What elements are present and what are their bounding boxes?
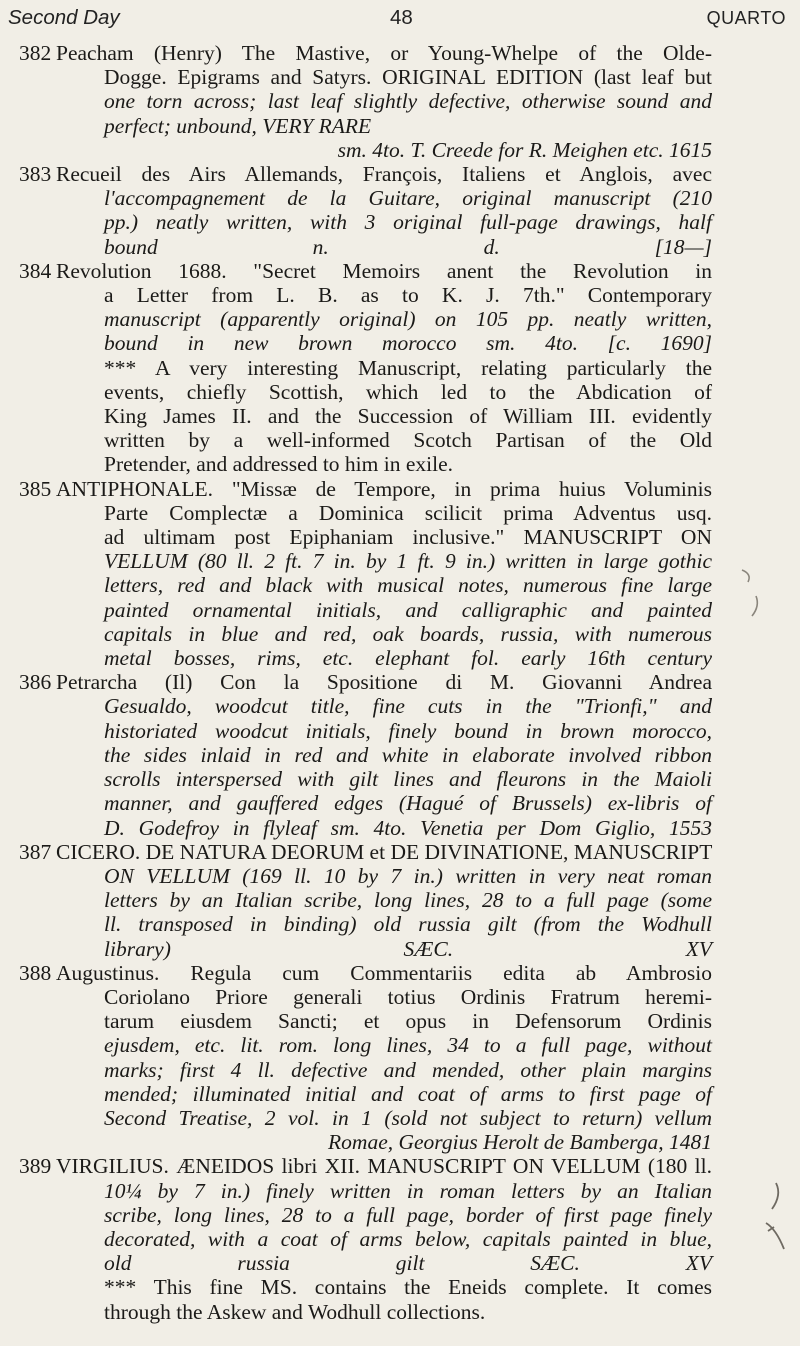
lot-text-line: Coriolano Priore generali totius Ordinis Fratrum heremi- bbox=[104, 984, 712, 1009]
lot-list bbox=[0, 41, 800, 1324]
lot-text-line: events, chiefly Scottish, which led to the Abdication of bbox=[104, 379, 712, 404]
lot-text-line: l'accompagnement de la Guitare, original manuscript (210 bbox=[104, 186, 712, 211]
lot-text-line: one torn across; last leaf slightly defective, otherwise sound and bbox=[104, 89, 712, 114]
lot-number: 383 bbox=[19, 162, 52, 187]
catalogue-lot bbox=[0, 840, 712, 961]
lot-text-line: Dogge. Epigrams and Satyrs. ORIGINAL EDITION (last leaf but bbox=[104, 65, 712, 90]
catalogue-lot bbox=[0, 1154, 712, 1323]
lot-text-line: Romae, Georgius Herolt de Bamberga, 1481 bbox=[328, 1130, 712, 1155]
lot-text-line: ANTIPHONALE. "Missæ de Tempore, in prima huius Voluminis bbox=[56, 476, 712, 501]
lot-text-line: metal bosses, rims, etc. elephant fol. early 16th century bbox=[104, 646, 712, 671]
running-header bbox=[8, 6, 786, 36]
lot-text-line: Revolution 1688. "Secret Memoirs anent the Revolution in bbox=[56, 258, 712, 283]
lot-text-line: scribe, long lines, 28 to a full page, border of first page finely bbox=[104, 1202, 712, 1227]
lot-number: 386 bbox=[19, 670, 52, 695]
lot-text-line: King James II. and the Succession of William III. evidently bbox=[104, 404, 712, 429]
lot-text-line: marks; first 4 ll. defective and mended, other plain margins bbox=[104, 1057, 712, 1082]
lot-text-line: ON VELLUM (169 ll. 10 by 7 in.) written in very neat roman bbox=[104, 863, 712, 888]
lot-text-line: letters, red and black with musical notes, numerous fine large bbox=[104, 573, 712, 598]
lot-text-line: Pretender, and addressed to him in exile. bbox=[104, 452, 454, 477]
lot-text-line: manner, and gauffered edges (Hagué of Brussels) ex-libris of bbox=[104, 791, 712, 816]
lot-text-line: scrolls interspersed with gilt lines and fleurons in the Maioli bbox=[104, 767, 712, 792]
lot-text-line: painted ornamental initials, and calligraphic and painted bbox=[104, 597, 712, 622]
lot-text-line: tarum eiusdem Sancti; et opus in Defensorum Ordinis bbox=[104, 1009, 712, 1034]
catalogue-lot bbox=[0, 259, 712, 477]
header-format: QUARTO bbox=[706, 8, 786, 28]
catalogue-lot bbox=[0, 41, 712, 162]
catalogue-lot bbox=[0, 670, 712, 839]
pencil-mark-1 bbox=[738, 560, 768, 630]
lot-text-line: sm. 4to. T. Creede for R. Meighen etc. 1615 bbox=[337, 137, 712, 162]
page-number: 48 bbox=[390, 6, 413, 29]
lot-text-line: *** This fine MS. contains the Eneids complete. It comes bbox=[104, 1275, 712, 1300]
lot-text-line: 10¼ by 7 in.) finely written in roman letters by an Italian bbox=[104, 1178, 712, 1203]
lot-text-line: capitals in blue and red, oak boards, russia, with numerous bbox=[104, 621, 712, 646]
lot-text-line: historiated woodcut initials, finely bound in brown morocco, bbox=[104, 718, 712, 743]
lot-text-line: letters by an Italian scribe, long lines, 28 to a full page (some bbox=[104, 888, 712, 913]
lot-number: 388 bbox=[19, 960, 52, 985]
lot-text-line: library) SÆC. XV bbox=[104, 936, 712, 961]
catalogue-lot bbox=[0, 162, 712, 259]
lot-text-line: ejusdem, etc. lit. rom. long lines, 34 to a full page, without bbox=[104, 1033, 712, 1058]
lot-text-line: VELLUM (80 ll. 2 ft. 7 in. by 1 ft. 9 in.) written in large gothic bbox=[104, 549, 712, 574]
lot-text-line: through the Askew and Wodhull collections. bbox=[104, 1299, 486, 1324]
lot-text-line: mended; illuminated initial and coat of arms to first page of bbox=[104, 1081, 712, 1106]
lot-text-line: Augustinus. Regula cum Commentariis edita ab Ambrosio bbox=[56, 960, 712, 985]
pencil-mark-2 bbox=[748, 1175, 792, 1265]
lot-text-line: Gesualdo, woodcut title, fine cuts in the "Trionfi," and bbox=[104, 694, 712, 719]
lot-text-line: ad ultimam post Epiphaniam inclusive." MANUSCRIPT ON bbox=[104, 525, 712, 550]
lot-number: 387 bbox=[19, 839, 52, 864]
lot-text-line: Petrarcha (Il) Con la Spositione di M. Giovanni Andrea bbox=[56, 670, 712, 695]
lot-text-line: manuscript (apparently original) on 105 pp. neatly written, bbox=[104, 307, 712, 332]
lot-text-line: pp.) neatly written, with 3 original full-page drawings, half bbox=[104, 210, 712, 235]
lot-text-line: the sides inlaid in red and white in elaborate involved ribbon bbox=[104, 742, 712, 767]
lot-number: 382 bbox=[19, 41, 52, 65]
lot-number: 389 bbox=[19, 1154, 52, 1179]
lot-text-line: Peacham (Henry) The Mastive, or Young-Whelpe of the Olde- bbox=[56, 41, 712, 65]
lot-text-line: Second Treatise, 2 vol. in 1 (sold not subject to return) vellum bbox=[104, 1105, 712, 1130]
lot-text-line: *** A very interesting Manuscript, relating particularly the bbox=[104, 355, 712, 380]
lot-text-line: D. Godefroy in flyleaf sm. 4to. Venetia per Dom Giglio, 1553 bbox=[104, 815, 712, 840]
lot-text-line: bound in new brown morocco sm. 4to. [c. 1690] bbox=[104, 331, 712, 356]
lot-text-line: decorated, with a coat of arms below, capitals painted in blue, bbox=[104, 1226, 712, 1251]
lot-text-line: ll. transposed in binding) old russia gilt (from the Wodhull bbox=[104, 912, 712, 937]
lot-text-line: bound n. d. [18—] bbox=[104, 234, 712, 259]
lot-number: 385 bbox=[19, 476, 52, 501]
catalogue-lot bbox=[0, 477, 712, 671]
lot-text-line: written by a well-informed Scotch Partisan of the Old bbox=[104, 428, 712, 453]
lot-text-line: CICERO. DE NATURA DEORUM et DE DIVINATIONE, MANUSCRIPT bbox=[56, 839, 713, 864]
lot-text-line: Parte Complectæ a Dominica scilicit prima Adventus usq. bbox=[104, 500, 712, 525]
lot-text-line: old russia gilt SÆC. XV bbox=[104, 1251, 712, 1276]
header-day: Second Day bbox=[8, 6, 120, 29]
lot-number: 384 bbox=[19, 258, 52, 283]
lot-text-line: Recueil des Airs Allemands, François, Italiens et Anglois, avec bbox=[56, 162, 712, 187]
lot-text-line: perfect; unbound, VERY RARE bbox=[104, 113, 372, 138]
lot-text-line: a Letter from L. B. as to K. J. 7th." Contemporary bbox=[104, 283, 712, 308]
lot-text-line: VIRGILIUS. ÆNEIDOS libri XII. MANUSCRIPT ON VELLUM (180 ll. bbox=[56, 1154, 712, 1179]
catalogue-lot bbox=[0, 961, 712, 1155]
